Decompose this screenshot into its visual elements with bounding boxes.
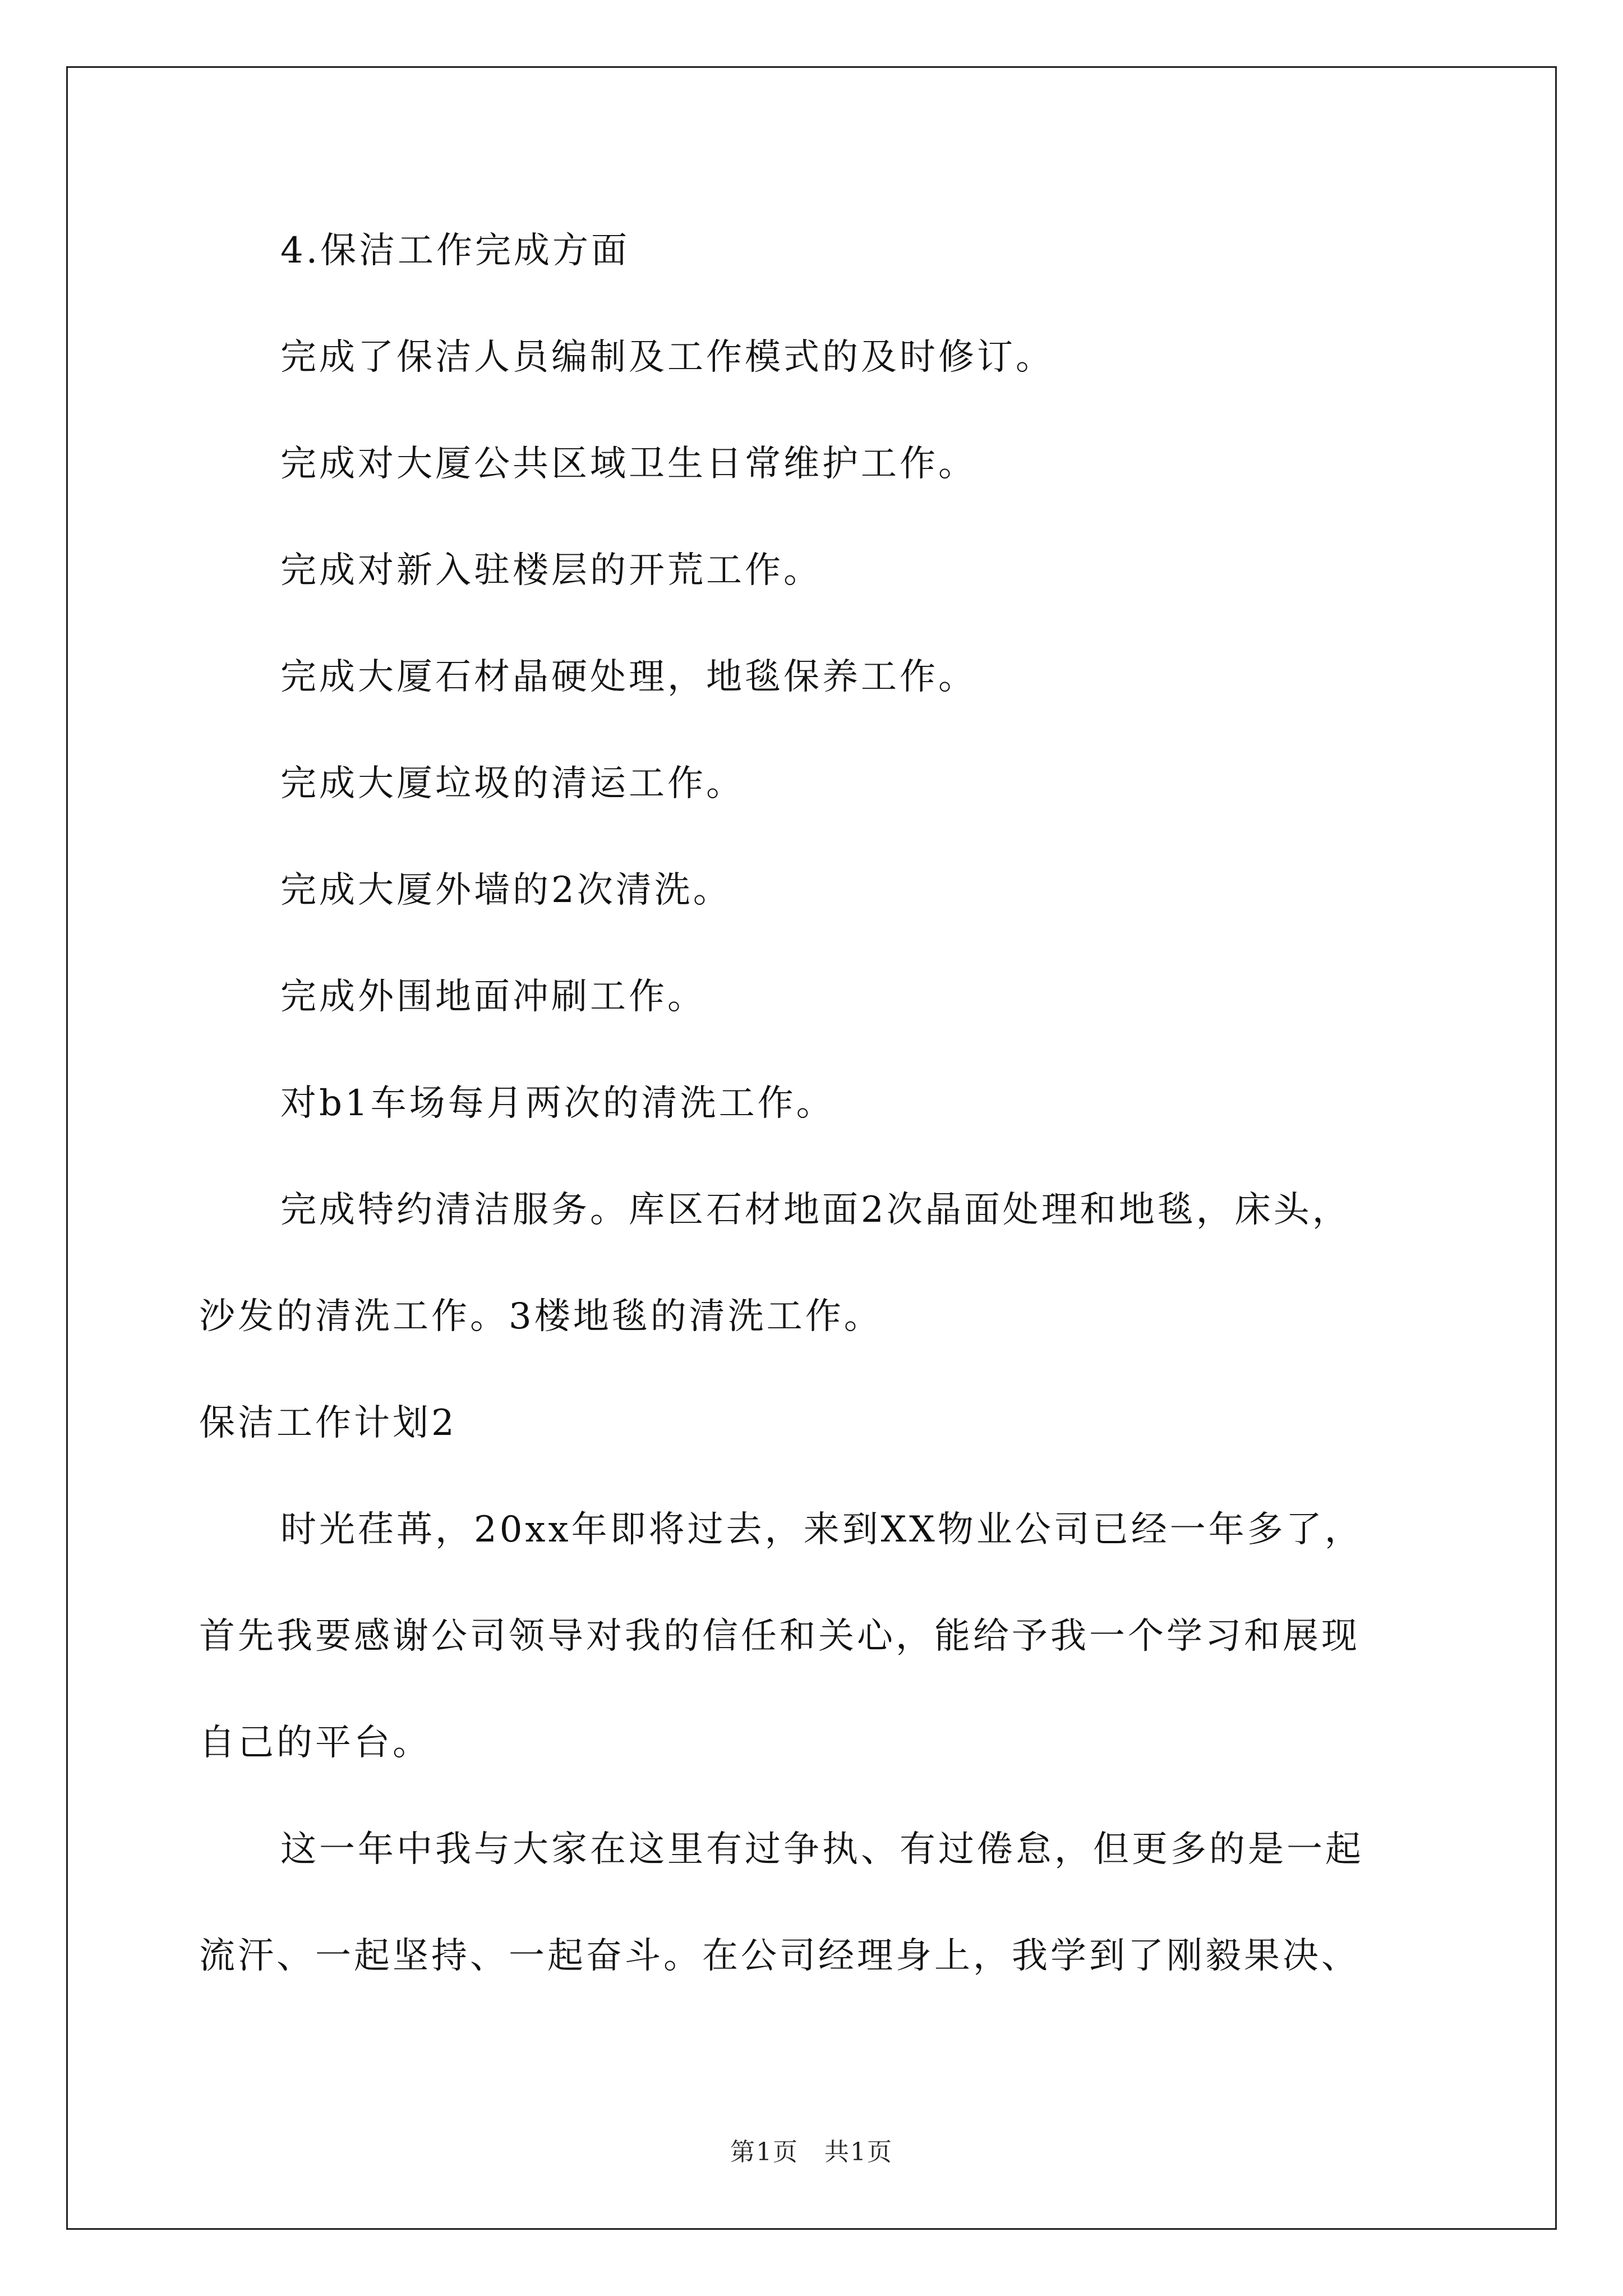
paragraph-line: 完成对大厦公共区域卫生日常维护工作。: [280, 443, 977, 485]
paragraph-line: 首先我要感谢公司领导对我的信任和关心，能给予我一个学习和展现: [199, 1616, 1360, 1657]
paragraph-line: 沙发的清洗工作。3楼地毯的清洗工作。: [199, 1296, 883, 1337]
paragraph-line: 完成大厦石材晶硬处理，地毯保养工作。: [280, 656, 977, 698]
paragraph-line: 完成对新入驻楼层的开荒工作。: [280, 550, 822, 591]
paragraph-line: 自己的平台。: [199, 1722, 431, 1764]
paragraph-line: 时光荏苒，20xx年即将过去，来到XX物业公司已经一年多了，: [280, 1509, 1363, 1550]
page-footer: 第1页 共1页: [730, 2138, 893, 2166]
paragraph-line: 完成特约清洁服务。库区石材地面2次晶面处理和地毯，床头，: [280, 1189, 1351, 1231]
section-title: 保洁工作计划2: [199, 1402, 457, 1444]
paragraph-line: 完成大厦外墙的2次清洗。: [280, 869, 732, 911]
paragraph-line: 流汗、一起坚持、一起奋斗。在公司经理身上，我学到了刚毅果决、: [199, 1935, 1360, 1977]
paragraph-line: 完成了保洁人员编制及工作模式的及时修订。: [280, 337, 1054, 378]
paragraph-line: 完成大厦垃圾的清运工作。: [280, 763, 745, 804]
paragraph-line: 对b1车场每月两次的清洗工作。: [280, 1083, 835, 1124]
paragraph-line: 完成外围地面冲刷工作。: [280, 976, 706, 1018]
paragraph-line: 这一年中我与大家在这里有过争执、有过倦怠，但更多的是一起: [280, 1829, 1364, 1870]
section-heading: 4.保洁工作完成方面: [280, 230, 630, 272]
page-frame: [66, 66, 1557, 2230]
